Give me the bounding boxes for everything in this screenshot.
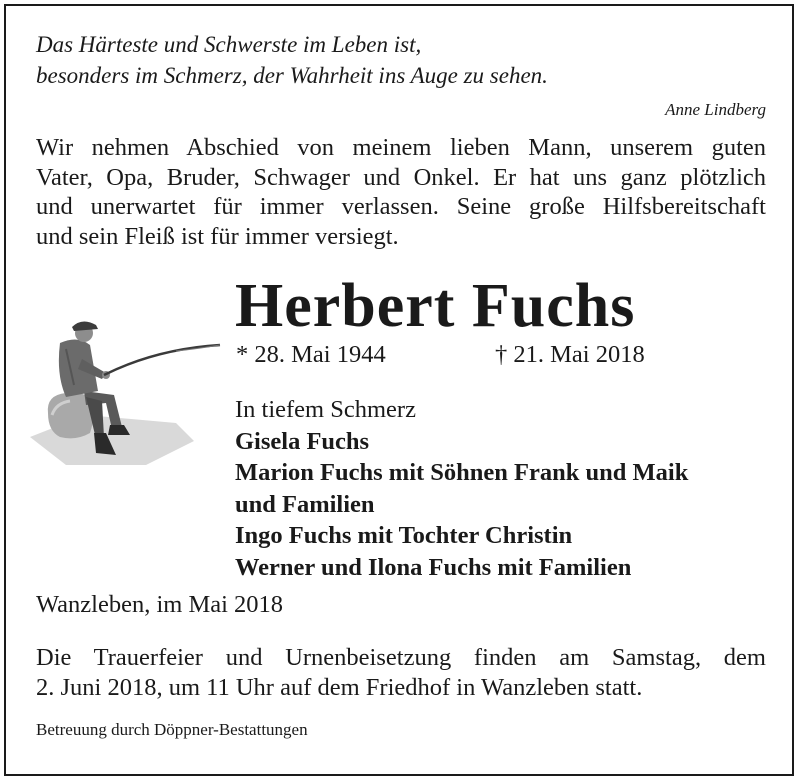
quote-line-2: besonders im Schmerz, der Wahrheit ins Auge zu sehen. bbox=[36, 63, 548, 88]
undertaker-note: Betreuung durch Döppner-Bestattungen bbox=[36, 720, 308, 739]
place-date: Wanzleben, im Mai 2018 bbox=[36, 591, 284, 618]
birth-date: * 28. Mai 1944 bbox=[236, 341, 386, 368]
mourner-2: Marion Fuchs mit Söhnen Frank und Maik bbox=[235, 459, 689, 486]
mourner-5: Werner und Ilona Fuchs mit Familien bbox=[235, 553, 632, 581]
mourner-3: und Familien bbox=[235, 490, 375, 518]
quote-line-1: Das Härteste und Schwerste im Leben ist, bbox=[36, 32, 422, 57]
deceased-name: Herbert Fuchs bbox=[235, 272, 636, 340]
fisherman-illustration bbox=[26, 315, 226, 475]
mourners-list bbox=[235, 394, 688, 583]
death-date: † 21. Mai 2018 bbox=[495, 341, 645, 368]
intro-line-3: und unerwartet für immer verlassen. Seine große Hilfsbereitschaft bbox=[36, 193, 766, 220]
intro-line-2: Vater, Opa, Bruder, Schwager und Onkel. Er hat uns ganz plötzlich bbox=[36, 163, 766, 191]
intro-line-4: und sein Fleiß ist für immer versiegt. bbox=[36, 222, 399, 250]
ceremony-line-1: Die Trauerfeier und Urnenbeisetzung finden am Samstag, dem bbox=[36, 644, 766, 671]
mourner-4: Ingo Fuchs mit Tochter Christin bbox=[235, 522, 573, 549]
quote-author: Anne Lindberg bbox=[665, 100, 766, 119]
intro-text bbox=[36, 133, 766, 251]
ceremony-text bbox=[36, 643, 766, 703]
intro-line-1: Wir nehmen Abschied von meinem lieben Mann, unserem guten bbox=[36, 134, 766, 161]
mourner-1: Gisela Fuchs bbox=[235, 427, 370, 455]
ceremony-line-2: 2. Juni 2018, um 11 Uhr auf dem Friedhof in Wanzleben statt. bbox=[36, 674, 643, 701]
mourners-heading: In tiefem Schmerz bbox=[235, 396, 416, 423]
